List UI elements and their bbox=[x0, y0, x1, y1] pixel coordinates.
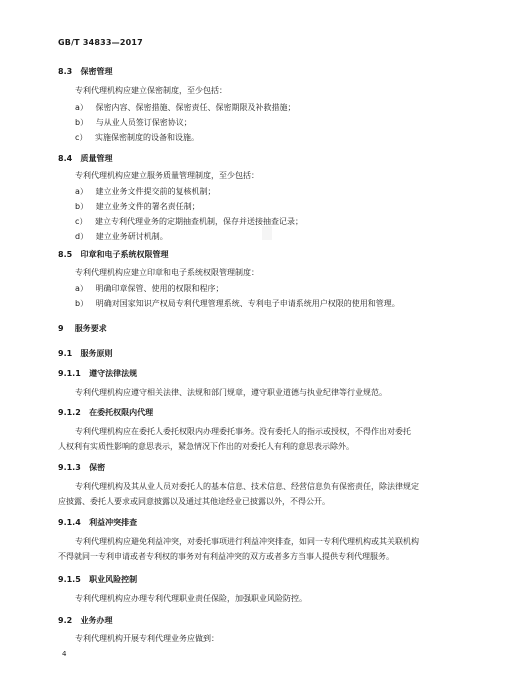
paragraph-line: 人权利有实质性影响的意思表示，紧急情况下作出的对委托人有利的意思表示除外。 bbox=[58, 442, 354, 451]
paragraph-line: 不得就同一专利申请或者专利权的事务对有利益冲突的双方或者多方当事人提供专利代理服务。 bbox=[58, 552, 394, 561]
list-item: b） 建立业务文件的署名责任制； bbox=[75, 202, 200, 211]
scan-smudge bbox=[262, 226, 272, 240]
section-9-1-5-heading: 9.1.5 职业风险控制 bbox=[58, 575, 138, 584]
section-8-3-heading bbox=[58, 67, 113, 77]
list-item: c） 实施保密制度的设备和设施。 bbox=[75, 133, 200, 142]
paragraph-line: 专利代理机构开展专利代理业务应做到： bbox=[75, 634, 219, 643]
list-item: b） 明确对国家知识产权局专利代理管理系统、专利电子申请系统用户权限的使用和管理。 bbox=[75, 299, 400, 308]
section-9-1-heading: 9.1 服务原则 bbox=[58, 349, 113, 358]
paragraph-line: 专利代理机构应办理专利代理职业责任保险，加强职业风险防控。 bbox=[75, 594, 307, 603]
section-9-2-heading: 9.2 业务办理 bbox=[58, 616, 113, 625]
section-9-1-1-heading: 9.1.1 遵守法律法规 bbox=[58, 369, 138, 378]
section-8-4-heading: 8.4 质量管理 bbox=[58, 154, 113, 163]
paragraph-line: 专利代理机构及其从业人员对委托人的基本信息、技术信息、经营信息负有保密责任，除法律规定 bbox=[75, 482, 419, 491]
section-number: 8.3 bbox=[58, 67, 73, 76]
page-number: 4 bbox=[62, 650, 67, 658]
list-item: b） 与从业人员签订保密协议； bbox=[75, 118, 192, 127]
section-8-4-intro: 专利代理机构应建立服务质量管理制度，至少包括： bbox=[75, 171, 259, 180]
section-8-5-intro: 专利代理机构应建立印章和电子系统权限管理制度： bbox=[75, 268, 259, 277]
paragraph-line: 专利代理机构应遵守相关法律、法规和部门规章，遵守职业道德与执业纪律等行业规范。 bbox=[75, 388, 387, 397]
section-9-1-4-heading: 9.1.4 利益冲突排查 bbox=[58, 518, 138, 527]
list-item: d） 建立业务研讨机制。 bbox=[75, 232, 168, 241]
paragraph-line: 应披露、委托人要求或同意披露以及通过其他途经业已披露以外，不得公开。 bbox=[58, 497, 330, 506]
paragraph-line: 专利代理机构应避免利益冲突，对委托事项进行利益冲突排查，如同一专利代理机构或其关联机构 bbox=[75, 537, 419, 546]
standard-code-header: GB/T 34833—2017 bbox=[58, 38, 143, 47]
list-item: a） 建立业务文件提交前的复核机制； bbox=[75, 187, 216, 196]
section-8-3-intro: 专利代理机构应建立保密制度，至少包括： bbox=[75, 86, 227, 95]
list-item: c） 建立专利代理业务的定期抽查机制，保存并送接抽查记录； bbox=[75, 217, 304, 226]
section-9-1-3-heading: 9.1.3 保密 bbox=[58, 463, 106, 472]
section-9-heading: 9 服务要求 bbox=[58, 324, 107, 333]
list-item: a） 明确印章保管、使用的权限和程序； bbox=[75, 284, 224, 293]
section-9-1-2-heading: 9.1.2 在委托权限内代理 bbox=[58, 408, 154, 417]
section-8-5-heading: 8.5 印章和电子系统权限管理 bbox=[58, 250, 169, 259]
list-item: a） 保密内容、保密措施、保密责任、保密期限及补救措施； bbox=[75, 103, 296, 112]
paragraph-line: 专利代理机构应在委托人委托权限内办理委托事务。没有委托人的指示或授权，不得作出对委托 bbox=[75, 427, 411, 436]
section-title: 保密管理 bbox=[80, 67, 113, 76]
